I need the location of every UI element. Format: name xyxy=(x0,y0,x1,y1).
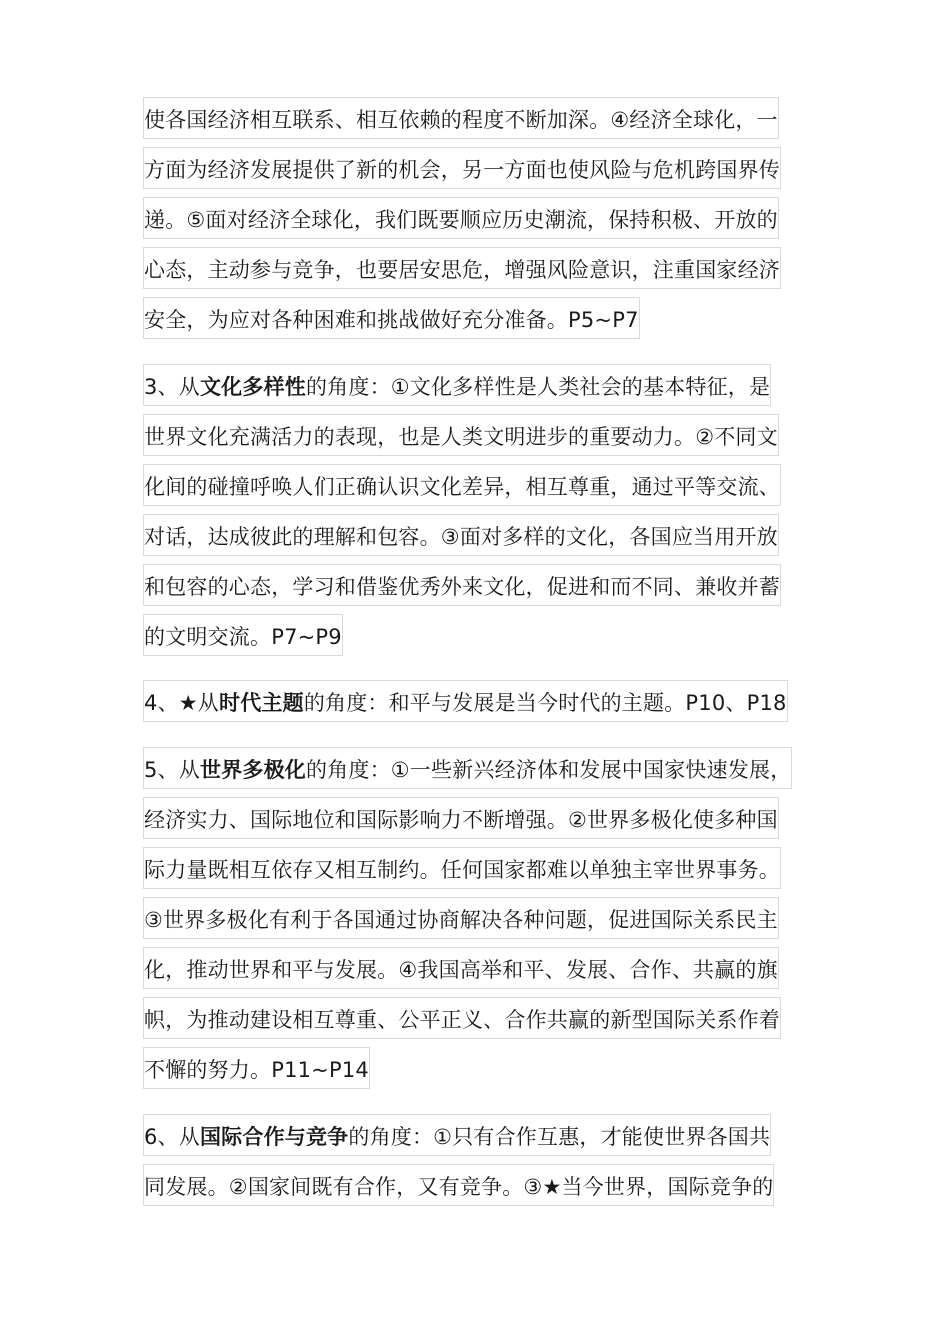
text-line xyxy=(143,796,818,846)
text-line xyxy=(143,746,818,796)
text-segment: 的角度：①只有合作互惠，才能使世界各国共 xyxy=(348,1125,771,1149)
text-line xyxy=(143,96,818,146)
text-segment: 对话，达成彼此的理解和包容。③面对多样的文化，各国应当用开放 xyxy=(144,525,778,549)
text-segment: 递。⑤面对经济全球化，我们既要顺应历史潮流，保持积极、开放的 xyxy=(144,208,778,232)
text-line-box xyxy=(143,297,640,339)
paragraph-economic-globalization xyxy=(143,96,818,346)
text-segment: ③世界多极化有利于各国通过协商解决各种问题，促进国际关系民主 xyxy=(144,908,778,932)
text-segment: 的文明交流。P7~P9 xyxy=(144,625,342,649)
paragraph-cultural-diversity xyxy=(143,363,818,663)
paragraph-theme-of-times xyxy=(143,679,818,729)
text-line-box xyxy=(143,997,781,1039)
text-line xyxy=(143,413,818,463)
text-line xyxy=(143,896,818,946)
text-line-box xyxy=(143,1047,370,1089)
text-line-box xyxy=(143,97,779,139)
text-line-box xyxy=(143,147,781,189)
text-line xyxy=(143,363,818,413)
text-line xyxy=(143,296,818,346)
text-line-box xyxy=(143,614,343,656)
text-line xyxy=(143,679,818,729)
text-line xyxy=(143,613,818,663)
text-line-box xyxy=(143,364,771,406)
text-segment: 际力量既相互依存又相互制约。任何国家都难以单独主宰世界事务。 xyxy=(144,858,780,882)
text-segment: 的角度：①一些新兴经济体和发展中国家快速发展， xyxy=(305,758,792,782)
text-line xyxy=(143,846,818,896)
paragraph-multipolarity xyxy=(143,746,818,1096)
text-line-box xyxy=(143,514,779,556)
paragraph-international-cooperation xyxy=(143,1113,818,1213)
text-line-box xyxy=(143,847,781,889)
text-segment: 不懈的努力。P11~P14 xyxy=(144,1058,369,1082)
text-segment: 4、★从 xyxy=(144,691,219,715)
text-line xyxy=(143,1113,818,1163)
text-line xyxy=(143,946,818,996)
bold-keyword: 国际合作与竞争 xyxy=(199,1125,349,1149)
text-line-box xyxy=(143,564,781,606)
text-line xyxy=(143,463,818,513)
text-line-box xyxy=(143,947,779,989)
text-line-box xyxy=(143,897,779,939)
text-segment: 的角度：①文化多样性是人类社会的基本特征，是 xyxy=(305,375,771,399)
text-line xyxy=(143,246,818,296)
text-line-box xyxy=(143,1114,771,1156)
text-segment: 心态，主动参与竞争，也要居安思危，增强风险意识，注重国家经济 xyxy=(144,258,780,282)
text-segment: 经济实力、国际地位和国际影响力不断增强。②世界多极化使多种国 xyxy=(144,808,778,832)
text-line xyxy=(143,146,818,196)
bold-keyword: 时代主题 xyxy=(219,691,304,715)
text-line xyxy=(143,996,818,1046)
text-segment: 3、从 xyxy=(144,375,200,399)
text-line-box xyxy=(143,747,792,789)
text-segment: 5、从 xyxy=(144,758,200,782)
bold-keyword: 文化多样性 xyxy=(199,375,306,399)
text-line-box xyxy=(143,797,779,839)
text-segment: 化，推动世界和平与发展。④我国高举和平、发展、合作、共赢的旗 xyxy=(144,958,778,982)
text-line-box xyxy=(143,1164,774,1206)
text-line-box xyxy=(143,197,779,239)
text-line xyxy=(143,196,818,246)
text-line xyxy=(143,1046,818,1096)
text-segment: 6、从 xyxy=(144,1125,200,1149)
text-segment: 使各国经济相互联系、相互依赖的程度不断加深。④经济全球化，一 xyxy=(144,108,778,132)
text-segment: 帜，为推动建设相互尊重、公平正义、合作共赢的新型国际关系作着 xyxy=(144,1008,780,1032)
text-segment: 同发展。②国家间既有合作，又有竞争。③★当今世界，国际竞争的 xyxy=(144,1175,774,1199)
text-line xyxy=(143,1163,818,1213)
text-segment: 的角度：和平与发展是当今时代的主题。P10、P18 xyxy=(303,691,787,715)
text-line xyxy=(143,563,818,613)
text-segment: 安全，为应对各种困难和挑战做好充分准备。P5~P7 xyxy=(144,308,639,332)
text-line xyxy=(143,513,818,563)
text-segment: 化间的碰撞呼唤人们正确认识文化差异，相互尊重，通过平等交流、 xyxy=(144,475,780,499)
text-segment: 方面为经济发展提供了新的机会，另一方面也使风险与危机跨国界传 xyxy=(144,158,780,182)
text-segment: 和包容的心态，学习和借鉴优秀外来文化，促进和而不同、兼收并蓄 xyxy=(144,575,780,599)
bold-keyword: 世界多极化 xyxy=(199,758,306,782)
text-line-box xyxy=(143,680,788,722)
text-line-box xyxy=(143,414,779,456)
text-line-box xyxy=(143,464,781,506)
text-segment: 世界文化充满活力的表现，也是人类文明进步的重要动力。②不同文 xyxy=(144,425,778,449)
text-line-box xyxy=(143,247,781,289)
